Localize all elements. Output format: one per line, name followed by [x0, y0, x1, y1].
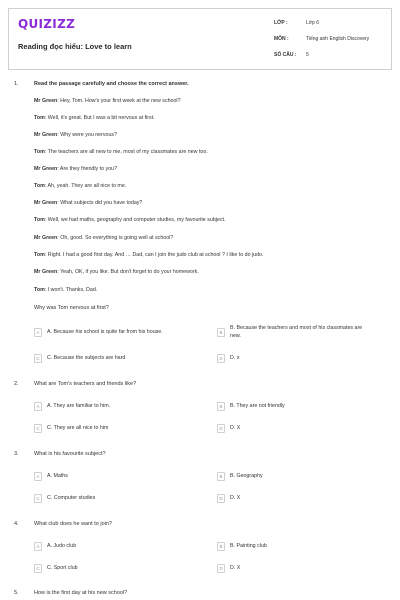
- meta-row-subject: [274, 31, 389, 46]
- dialogue-line: [34, 132, 117, 138]
- utterance: : Yeah, OK, if you like. But don't forget to do your homework.: [57, 269, 199, 275]
- dialogue-line: [34, 200, 142, 206]
- answer-option-c[interactable]: [34, 355, 209, 363]
- speaker: Mr Green: [34, 235, 58, 241]
- dialogue-line: [34, 115, 155, 121]
- dialogue-line: [34, 183, 126, 189]
- option-text: A. Because his school is quite far from his house.: [47, 329, 163, 335]
- speaker: Mr Green: [34, 132, 58, 138]
- speaker: Mr Green: [34, 98, 58, 104]
- question-text: What club does he want to join?: [34, 521, 112, 527]
- option-letter-a: A: [34, 402, 42, 411]
- speaker: Mr Green: [34, 200, 58, 206]
- speaker: Tom: [34, 115, 45, 121]
- meta-row-grade: [274, 15, 389, 30]
- option-letter-d: D: [217, 494, 225, 503]
- option-letter-b: B: [217, 328, 225, 337]
- meta-key: SỐ CÂU :: [274, 51, 297, 58]
- option-text: B. Painting club: [230, 543, 267, 549]
- speaker: Tom: [34, 183, 45, 189]
- utterance: : Oh, good. So everything is going well at school?: [57, 235, 174, 241]
- question-number: 5.: [14, 590, 19, 596]
- utterance: : I won't. Thanks, Dad.: [44, 287, 98, 293]
- utterance: : What subjects did you have today?: [57, 200, 143, 206]
- answer-option-d[interactable]: [217, 495, 367, 503]
- answer-option-b[interactable]: [217, 403, 367, 411]
- utterance: : Well, we had maths, geography and computer studies, my favourite subject.: [44, 217, 226, 223]
- answer-option-b[interactable]: [217, 325, 367, 340]
- meta-key: MÔN :: [274, 35, 289, 42]
- question-number: 4.: [14, 521, 19, 527]
- option-letter-c: C: [34, 564, 42, 573]
- answer-option-c[interactable]: [34, 495, 209, 503]
- dialogue-line: [34, 166, 117, 172]
- option-text: C. Because the subjects are hard: [47, 355, 126, 361]
- answer-option-d[interactable]: [217, 425, 367, 433]
- question-number: 1.: [14, 81, 19, 87]
- option-letter-a: A: [34, 542, 42, 551]
- option-text: A. Maths: [47, 473, 68, 479]
- answer-option-c[interactable]: [34, 425, 209, 433]
- option-letter-d: D: [217, 424, 225, 433]
- dialogue-line: [34, 252, 263, 258]
- answer-option-c[interactable]: [34, 565, 209, 573]
- question-text: What is his favourite subject?: [34, 451, 106, 457]
- option-letter-d: D: [217, 354, 225, 363]
- option-text: B. Geography: [230, 473, 263, 479]
- worksheet-meta: [274, 15, 389, 62]
- answer-option-d[interactable]: [217, 565, 367, 573]
- option-letter-a: A: [34, 472, 42, 481]
- option-text: D. x: [230, 355, 240, 361]
- answer-option-b[interactable]: [217, 543, 367, 551]
- answer-option-a[interactable]: [34, 329, 209, 337]
- option-letter-c: C: [34, 354, 42, 363]
- dialogue-line: [34, 287, 97, 293]
- option-text: A. They are familiar to him.: [47, 403, 111, 409]
- dialogue-line: [34, 217, 225, 223]
- option-text: B. They are not friendly: [230, 403, 285, 409]
- option-letter-c: C: [34, 424, 42, 433]
- option-letter-b: B: [217, 472, 225, 481]
- speaker: Tom: [34, 287, 45, 293]
- meta-key: LỚP :: [274, 19, 288, 26]
- option-text: A. Judo club: [47, 543, 77, 549]
- option-text: D. X: [230, 495, 241, 501]
- meta-value: Lớp 6: [306, 19, 320, 26]
- answer-option-b[interactable]: [217, 473, 367, 481]
- speaker: Tom: [34, 252, 45, 258]
- meta-row-question-count: [274, 47, 389, 62]
- question-text: How is the first day at his new school?: [34, 590, 128, 596]
- utterance: : Ah, yeah. They are all nice to me.: [44, 183, 127, 189]
- option-letter-b: B: [217, 402, 225, 411]
- dialogue-line: [34, 149, 208, 155]
- dialogue-line: [34, 235, 173, 241]
- utterance: : Hey, Tom. How's your first week at the new school?: [57, 98, 181, 104]
- speaker: Tom: [34, 149, 45, 155]
- option-letter-a: A: [34, 328, 42, 337]
- utterance: : The teachers are all new to me, most of my classmates are new too.: [44, 149, 208, 155]
- dialogue-line: [34, 269, 199, 275]
- meta-value: 5: [306, 51, 309, 58]
- utterance: : Are they friendly to you?: [57, 166, 118, 172]
- option-text: C. Computer studies: [47, 495, 96, 501]
- question-number: 2.: [14, 381, 19, 387]
- option-letter-c: C: [34, 494, 42, 503]
- quizizz-logo: QUIZIZZ: [18, 17, 76, 31]
- answer-option-a[interactable]: [34, 473, 209, 481]
- speaker: Mr Green: [34, 269, 58, 275]
- option-text: C. Sport club: [47, 565, 78, 571]
- worksheet-title: Reading đọc hiểu: Love to learn: [18, 42, 132, 51]
- option-letter-b: B: [217, 542, 225, 551]
- option-text: D. X: [230, 425, 241, 431]
- option-text: D. X: [230, 565, 241, 571]
- option-text: B. Because the teachers and most of his classmates are new.: [230, 325, 363, 339]
- speaker: Mr Green: [34, 166, 58, 172]
- question-instruction: Read the passage carefully and choose the correct answer.: [34, 81, 189, 87]
- utterance: : Well, it's great. But I was a bit nervous at first.: [44, 115, 155, 121]
- utterance: : Right. I had a good first day. And … Dad, can I join the judo club at school ? I like to do judo.: [44, 252, 264, 258]
- option-letter-d: D: [217, 564, 225, 573]
- utterance: : Why were you nervous?: [57, 132, 118, 138]
- option-text: C. They are all nice to him: [47, 425, 109, 431]
- dialogue-line: [34, 98, 181, 104]
- answer-option-d[interactable]: [217, 355, 367, 363]
- question-number: 3.: [14, 451, 19, 457]
- meta-value: Tiếng anh English Discovery: [306, 35, 370, 42]
- question-text: Why was Tom nervous at first?: [34, 305, 109, 311]
- question-text: What are Tom's teachers and friends like?: [34, 381, 137, 387]
- answer-option-a[interactable]: [34, 403, 209, 411]
- answer-option-a[interactable]: [34, 543, 209, 551]
- worksheet-header: [8, 8, 392, 70]
- speaker: Tom: [34, 217, 45, 223]
